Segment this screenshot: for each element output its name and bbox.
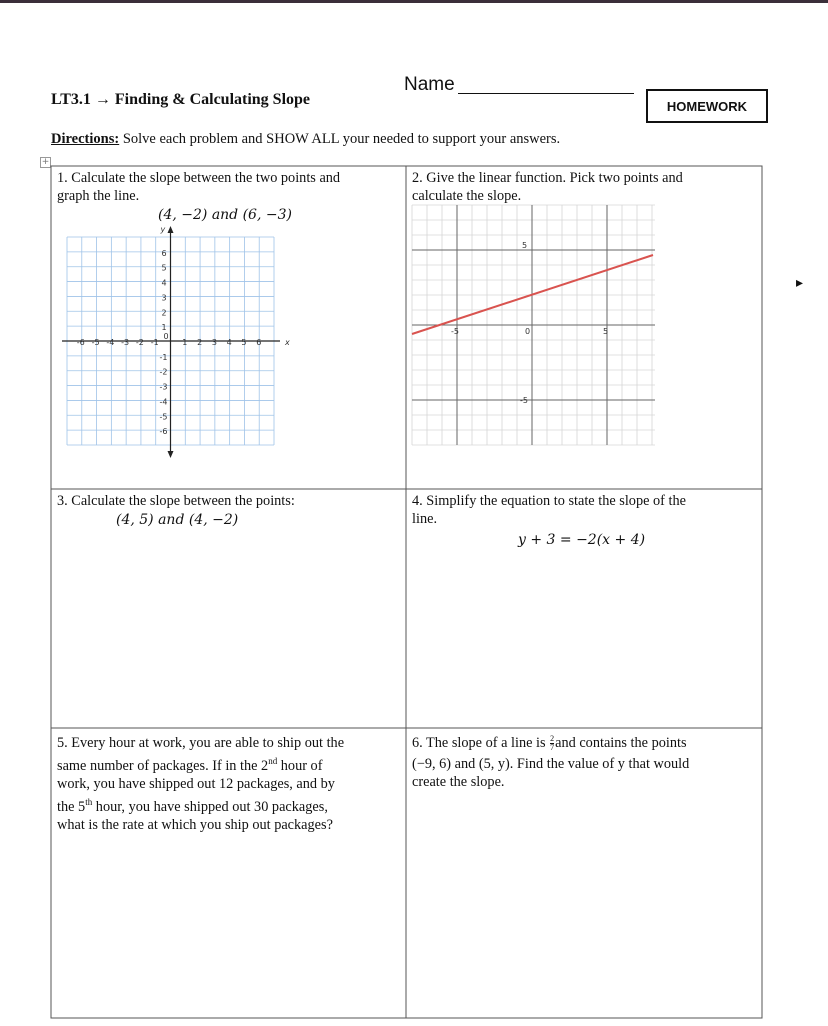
graph2-tick-origin: 0	[525, 327, 531, 336]
problem-5-line3: work, you have shipped out 12 packages, and by	[57, 775, 335, 792]
graph1-y-arrow-icon	[168, 226, 174, 233]
graph1-y-tick: 6	[161, 248, 167, 258]
graph1-x-tick: -3	[121, 338, 130, 347]
graph1-y-tick: -2	[159, 367, 168, 377]
problem-1-line1: 1. Calculate the slope between the two points and	[57, 170, 341, 186]
graph1-x-tick: 4	[226, 338, 232, 347]
problem-5-line4b: hour, you have shipped out 30 packages,	[92, 798, 328, 815]
graph1-x-tick: 2	[197, 338, 203, 347]
problem-6-line1b: and contains the points	[555, 735, 687, 751]
problem-6-line3: create the slope.	[412, 774, 505, 791]
problem-3-points: (4, 5) and (4, −2)	[116, 512, 239, 528]
problem-5-line4	[57, 793, 344, 816]
problem-5-line2	[57, 752, 344, 775]
problem-1-prompt	[57, 169, 340, 205]
problem-5-line2b: hour of	[277, 757, 323, 774]
problem-2-line2: calculate the slope.	[412, 188, 522, 204]
problem-6-line1	[412, 734, 689, 752]
graph1-y-label: y	[160, 225, 166, 234]
graph1-x-label: x	[285, 338, 290, 347]
table-anchor-icon: +	[41, 157, 50, 167]
graph1-x-tick: 5	[241, 338, 247, 347]
graph2-tick-left: -5	[451, 327, 459, 336]
graph1-y-tick: 4	[161, 278, 167, 288]
problem-5-sup2: th	[85, 796, 93, 807]
graph1-y-tick: -4	[159, 397, 168, 407]
problem-1-line2: graph the line.	[57, 188, 140, 204]
graph1-x-tick: -4	[106, 338, 115, 347]
cursor-mark-icon: ▸	[796, 275, 804, 291]
graph1-x-tick: 6	[256, 338, 262, 347]
graph2-coordinate-plane	[412, 205, 655, 445]
graph1-y-tick: -6	[159, 427, 168, 437]
problem-5-prompt	[57, 734, 344, 834]
graph2-tick-top: 5	[522, 241, 528, 250]
problem-5-sup1: nd	[268, 756, 278, 766]
graph1-x-tick: -5	[91, 338, 100, 347]
problem-1-points: (4, −2) and (6, −3)	[158, 207, 292, 223]
slope-fraction	[550, 735, 554, 752]
graph1-y-tick: -5	[159, 412, 168, 422]
page-title: LT3.1 → Finding & Calculating Slope	[51, 91, 311, 108]
graph1-y-tick: 2	[161, 308, 167, 318]
fraction-denominator: 7	[550, 743, 555, 753]
problem-table-grid	[51, 166, 762, 1018]
fraction-numerator: 2	[550, 734, 555, 744]
problem-2-prompt	[412, 169, 683, 205]
problem-2-line1: 2. Give the linear function. Pick two points and	[412, 170, 683, 186]
graph1-y-tick: -1	[159, 352, 168, 362]
graph1-x-tick: 1	[182, 338, 188, 347]
graph1-y-tick: 3	[161, 293, 167, 303]
graph1-origin-label: 0	[163, 332, 169, 341]
graph1-y-tick: -3	[159, 382, 168, 392]
graph2-tick-right: 5	[603, 327, 609, 336]
directions-text: Solve each problem and SHOW ALL your needed to support your answers.	[119, 131, 561, 147]
name-label: Name	[404, 74, 455, 95]
graph1-x-tick: 3	[211, 338, 217, 347]
problem-5-line1: 5. Every hour at work, you are able to ship out the	[57, 735, 345, 751]
problem-4-equation: y + 3 = −2(x + 4)	[518, 532, 646, 548]
problem-6-line2: (−9, 6) and (5, y). Find the value of y that would	[412, 756, 690, 773]
problem-4-line1: 4. Simplify the equation to state the slope of the	[412, 493, 686, 509]
graph1-y-tick: 1	[161, 323, 167, 333]
homework-badge: HOMEWORK	[646, 89, 768, 123]
problem-4-prompt	[412, 492, 686, 528]
graph1-x-tick: -6	[76, 338, 85, 347]
problem-6-line1a: 6. The slope of a line is	[412, 735, 550, 751]
problem-5-line5: what is the rate at which you ship out packages?	[57, 816, 333, 833]
problem-5-line4a: the 5	[57, 798, 86, 815]
problem-6-prompt	[412, 734, 689, 791]
problem-4-line2: line.	[412, 511, 438, 527]
problem-3-prompt: 3. Calculate the slope between the points:	[57, 493, 295, 509]
graph1-y-tick: 5	[161, 263, 167, 273]
problem-5-line2-text: same number of packages. If in the 2	[57, 757, 269, 774]
graph1-x-tick: -2	[135, 338, 144, 347]
graph1-y-arrow-down-icon	[168, 451, 174, 458]
graph1-x-tick: -1	[150, 338, 159, 347]
graph2-tick-bottom: -5	[520, 396, 528, 405]
directions-label: Directions:	[51, 131, 120, 147]
graph1-coordinate-plane	[62, 225, 290, 458]
